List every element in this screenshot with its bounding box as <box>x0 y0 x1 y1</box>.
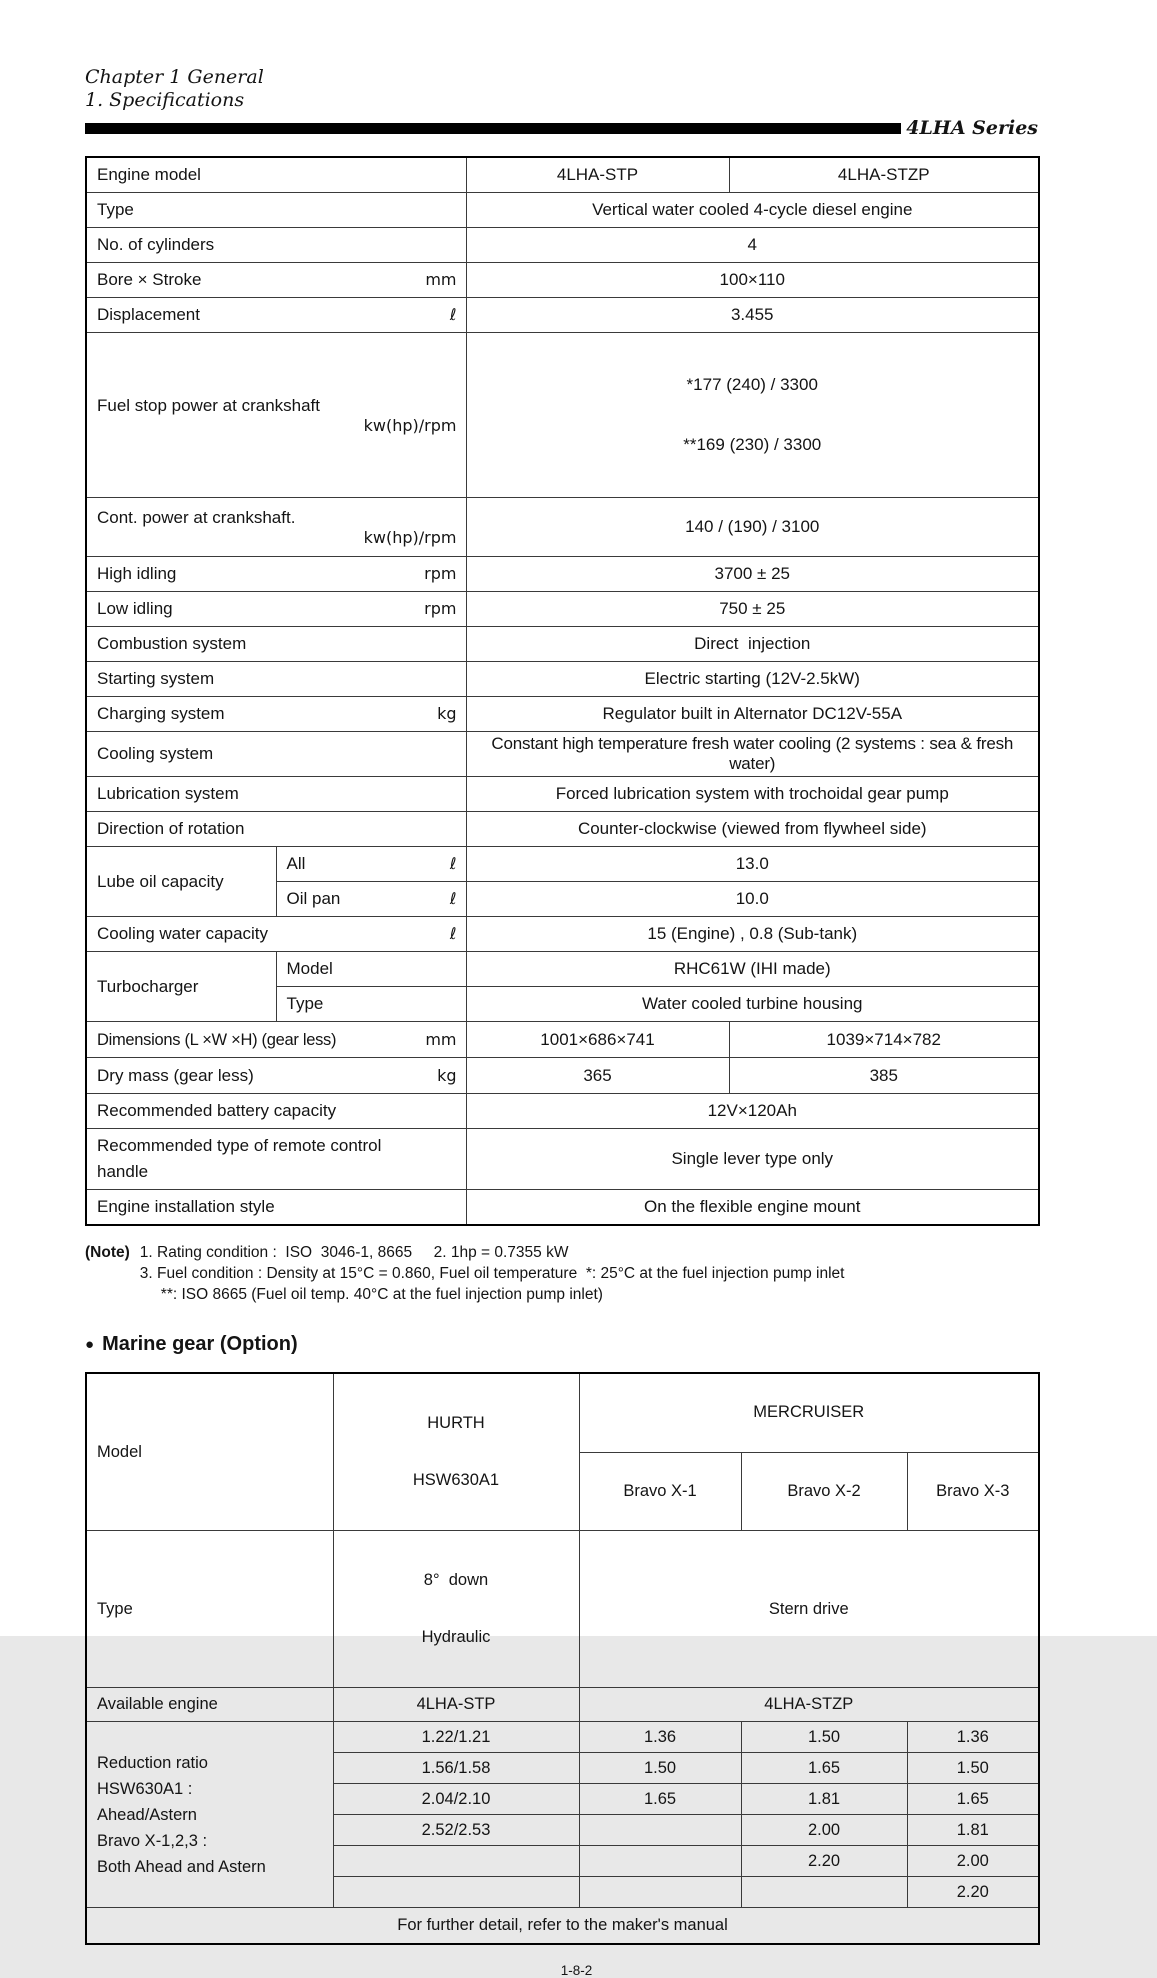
ratio-bravo3: 1.36 <box>907 1722 1039 1753</box>
note-line-1: 1. Rating condition : ISO 3046-1, 8665 2. 1hp = 0.7355 kW <box>139 1244 569 1261</box>
spec-label-text: Displacement <box>97 305 200 324</box>
ratio-bravo1: 1.50 <box>579 1753 741 1784</box>
spec-label-text: Fuel stop power at crankshaft <box>97 395 321 415</box>
spec-unit: kg <box>437 704 457 723</box>
spec-label-text: High idling <box>97 564 177 583</box>
spec-label <box>86 498 466 557</box>
spec-row-turbo-model <box>86 952 1039 987</box>
gear-bravo1-header: Bravo X-1 <box>579 1452 741 1530</box>
gear-model-label: Model <box>86 1373 333 1531</box>
spec-value: Counter-clockwise (viewed from flywheel side) <box>466 812 1039 847</box>
ratio-bravo3: 2.20 <box>907 1877 1039 1908</box>
spec-label: No. of cylinders <box>86 228 466 263</box>
marine-gear-table <box>85 1372 1040 1945</box>
spec-value: 4 <box>466 228 1039 263</box>
spec-label <box>86 1022 466 1058</box>
gear-bravo2-header: Bravo X-2 <box>741 1452 907 1530</box>
spec-unit: mm <box>425 1029 457 1049</box>
ratio-bravo2: 2.00 <box>741 1815 907 1846</box>
spec-value: On the flexible engine mount <box>466 1190 1039 1226</box>
spec-unit: kg <box>437 1065 457 1085</box>
spec-sublabel <box>276 882 466 917</box>
series-label: 4LHA Series <box>906 117 1038 139</box>
gear-mercruiser-header: MERCRUISER <box>579 1373 1039 1452</box>
spec-value-stzp: 1039×714×782 <box>729 1022 1039 1058</box>
spec-row-starting <box>86 662 1039 697</box>
spec-row-engine-model <box>86 157 1039 193</box>
spec-label: Engine model <box>86 157 466 193</box>
gear-type-label: Type <box>86 1531 333 1688</box>
spec-value: Single lever type only <box>466 1129 1039 1190</box>
spec-label-text: Charging system <box>97 704 225 723</box>
spec-row-high-idling <box>86 557 1039 592</box>
ratio-bravo3: 1.50 <box>907 1753 1039 1784</box>
page-number: 1-8-2 <box>560 1963 593 1978</box>
spec-row-cooling-water <box>86 917 1039 952</box>
spec-value: Constant high temperature fresh water cooling (2 systems : sea & fresh water) <box>466 732 1039 777</box>
spec-value-stp: 365 <box>466 1058 729 1094</box>
spec-value-line2: **169 (230) / 3300 <box>683 435 822 454</box>
spec-row-cont-power <box>86 498 1039 557</box>
spec-value: 10.0 <box>466 882 1039 917</box>
gear-engine-hurth: 4LHA-STP <box>333 1688 579 1722</box>
spec-value: 13.0 <box>466 847 1039 882</box>
spec-row-fuel-stop-power <box>86 333 1039 498</box>
gear-type-hurth-line1: 8° down <box>423 1571 489 1589</box>
spec-row-lube-oil-all <box>86 847 1039 882</box>
header-rule-bar <box>85 123 901 134</box>
ratio-label-line: Reduction ratio <box>97 1753 208 1772</box>
note-body <box>140 1242 845 1305</box>
spec-row-bore-stroke <box>86 263 1039 298</box>
spec-value: Regulator built in Alternator DC12V-55A <box>466 697 1039 732</box>
gear-bravo3-header: Bravo X-3 <box>907 1452 1039 1530</box>
spec-value-line1: *177 (240) / 3300 <box>686 375 818 394</box>
spec-label-text: Cooling water capacity <box>97 924 269 943</box>
ratio-hurth: 1.22/1.21 <box>333 1722 579 1753</box>
spec-label <box>86 298 466 333</box>
spec-value: RHC61W (IHI made) <box>466 952 1039 987</box>
gear-ratio-row <box>86 1722 1039 1753</box>
note-line-3: **: ISO 8665 (Fuel oil temp. 40°C at the fuel injection pump inlet) <box>160 1286 603 1303</box>
spec-row-cooling-system <box>86 732 1039 777</box>
ratio-bravo3: 2.00 <box>907 1846 1039 1877</box>
gear-ratio-label <box>86 1722 333 1908</box>
spec-sublabel-text: All <box>286 854 306 873</box>
gear-type-mercruiser: Stern drive <box>579 1531 1039 1688</box>
spec-sublabel <box>276 847 466 882</box>
spec-group-label: Turbocharger <box>86 952 276 1022</box>
gear-type-row <box>86 1531 1039 1688</box>
ratio-bravo3: 1.65 <box>907 1784 1039 1815</box>
ratio-bravo2: 1.81 <box>741 1784 907 1815</box>
ratio-bravo1 <box>579 1846 741 1877</box>
spec-value: Vertical water cooled 4-cycle diesel engine <box>466 193 1039 228</box>
gear-footer-note: For further detail, refer to the maker's manual <box>86 1908 1039 1945</box>
spec-unit: ℓ <box>449 305 457 324</box>
spec-label: Direction of rotation <box>86 812 466 847</box>
spec-row-cylinders <box>86 228 1039 263</box>
spec-sublabel-text: Oil pan <box>286 889 341 908</box>
spec-value: 3700 ± 25 <box>466 557 1039 592</box>
spec-row-installation <box>86 1190 1039 1226</box>
section-title: 1. Specifications <box>85 89 245 111</box>
spec-row-combustion <box>86 627 1039 662</box>
spec-label: Cooling system <box>86 732 466 777</box>
spec-unit: rpm <box>424 599 457 618</box>
spec-label: Engine installation style <box>86 1190 466 1226</box>
spec-value: Forced lubrication system with trochoidal gear pump <box>466 777 1039 812</box>
gear-hurth-model: HSW630A1 <box>412 1471 500 1489</box>
spec-value: 100×110 <box>466 263 1039 298</box>
spec-value: 750 ± 25 <box>466 592 1039 627</box>
spec-row-lubrication <box>86 777 1039 812</box>
ratio-bravo1: 1.65 <box>579 1784 741 1815</box>
spec-label <box>86 333 466 498</box>
spec-sublabel: Model <box>276 952 466 987</box>
spec-label-text: Recommended type of remote control handle <box>97 1136 382 1181</box>
spec-unit: ℓ <box>449 924 457 943</box>
gear-hurth-brand: HURTH <box>427 1414 485 1432</box>
spec-label <box>86 557 466 592</box>
gear-hurth-header <box>333 1373 579 1531</box>
ratio-label-line: HSW630A1 : <box>97 1779 193 1798</box>
header-rule <box>85 116 1038 140</box>
ratio-hurth <box>333 1877 579 1908</box>
spec-row-charging <box>86 697 1039 732</box>
engine-spec-table <box>85 156 1040 1226</box>
note-tag: (Note) <box>85 1244 130 1261</box>
spec-label <box>86 1058 466 1094</box>
spec-value: 15 (Engine) , 0.8 (Sub-tank) <box>466 917 1039 952</box>
note-line-2: 3. Fuel condition : Density at 15°C = 0.860, Fuel oil temperature *: 25°C at the fuel injection pump inlet <box>139 1265 845 1282</box>
spec-row-dimensions <box>86 1022 1039 1058</box>
spec-label: Lubrication system <box>86 777 466 812</box>
ratio-bravo1: 1.36 <box>579 1722 741 1753</box>
spec-value: 12V×120Ah <box>466 1094 1039 1129</box>
spec-label: Combustion system <box>86 627 466 662</box>
spec-group-label: Lube oil capacity <box>86 847 276 917</box>
ratio-label-line: Bravo X-1,2,3 : <box>97 1831 208 1850</box>
ratio-label-line: Both Ahead and Astern <box>97 1857 266 1876</box>
spec-label-text: Low idling <box>97 599 173 618</box>
gear-type-hurth-line2: Hydraulic <box>421 1628 491 1646</box>
spec-label <box>86 592 466 627</box>
marine-gear-heading <box>85 1331 1038 1358</box>
ratio-bravo2 <box>741 1877 907 1908</box>
spec-sublabel: Type <box>276 987 466 1022</box>
spec-label <box>86 1129 466 1190</box>
spec-row-type <box>86 193 1039 228</box>
spec-unit: ℓ <box>449 854 457 873</box>
ratio-hurth: 1.56/1.58 <box>333 1753 579 1784</box>
spec-row-displacement <box>86 298 1039 333</box>
ratio-bravo2: 2.20 <box>741 1846 907 1877</box>
spec-label-text: Dimensions (L ×W ×H) (gear less) <box>97 1030 337 1049</box>
spec-label <box>86 917 466 952</box>
spec-label: Recommended battery capacity <box>86 1094 466 1129</box>
spec-value: Direct injection <box>466 627 1039 662</box>
ratio-bravo2: 1.65 <box>741 1753 907 1784</box>
gear-engine-row <box>86 1688 1039 1722</box>
ratio-bravo1 <box>579 1877 741 1908</box>
spec-value-stp: 1001×686×741 <box>466 1022 729 1058</box>
ratio-bravo3: 1.81 <box>907 1815 1039 1846</box>
spec-row-battery <box>86 1094 1039 1129</box>
ratio-hurth: 2.04/2.10 <box>333 1784 579 1815</box>
spec-label <box>86 697 466 732</box>
spec-label-text: Bore × Stroke <box>97 270 202 289</box>
spec-value-stp: 4LHA-STP <box>466 157 729 193</box>
ratio-hurth <box>333 1846 579 1877</box>
spec-label: Starting system <box>86 662 466 697</box>
spec-row-rotation <box>86 812 1039 847</box>
spec-unit: ℓ <box>449 889 457 908</box>
spec-value-stzp: 385 <box>729 1058 1039 1094</box>
marine-gear-heading-text: Marine gear (Option) <box>102 1333 298 1355</box>
gear-footer-row <box>86 1908 1039 1945</box>
spec-row-dry-mass <box>86 1058 1039 1094</box>
spec-value <box>466 333 1039 498</box>
spec-value-stzp: 4LHA-STZP <box>729 157 1039 193</box>
gear-engine-label: Available engine <box>86 1688 333 1722</box>
gear-type-hurth <box>333 1531 579 1688</box>
ratio-label-line: Ahead/Astern <box>97 1805 197 1824</box>
spec-label-text: Dry mass (gear less) <box>97 1065 254 1085</box>
bullet-icon: ● <box>85 1336 95 1353</box>
page-content <box>85 66 1038 1978</box>
spec-unit: kw(hp)/rpm <box>363 527 457 547</box>
ratio-bravo1 <box>579 1815 741 1846</box>
spec-row-low-idling <box>86 592 1039 627</box>
spec-value: Water cooled turbine housing <box>466 987 1039 1022</box>
spec-value: 3.455 <box>466 298 1039 333</box>
spec-label-text: Cont. power at crankshaft. <box>97 507 296 527</box>
spec-row-remote-control <box>86 1129 1039 1190</box>
note-block <box>85 1242 1038 1305</box>
ratio-hurth: 2.52/2.53 <box>333 1815 579 1846</box>
spec-value: 140 / (190) / 3100 <box>466 498 1039 557</box>
gear-header-row-1 <box>86 1373 1039 1452</box>
spec-unit: mm <box>425 270 457 289</box>
spec-value: Electric starting (12V-2.5kW) <box>466 662 1039 697</box>
spec-label: Type <box>86 193 466 228</box>
gear-engine-mercruiser: 4LHA-STZP <box>579 1688 1039 1722</box>
spec-unit: rpm <box>424 564 457 583</box>
spec-label <box>86 263 466 298</box>
ratio-bravo2: 1.50 <box>741 1722 907 1753</box>
chapter-title: Chapter 1 General <box>85 66 264 88</box>
spec-unit: kw(hp)/rpm <box>363 415 457 435</box>
